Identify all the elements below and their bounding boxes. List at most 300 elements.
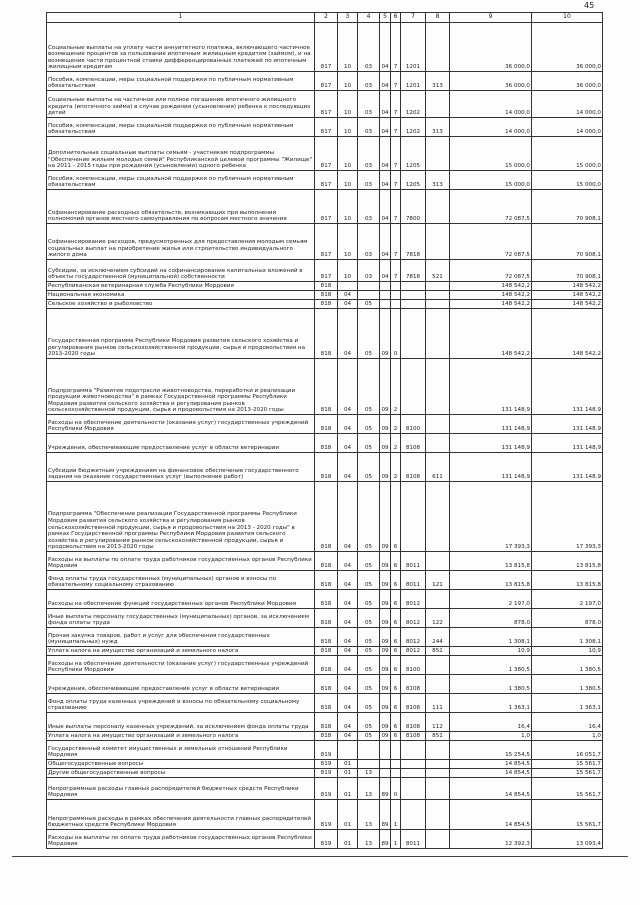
code-admin: 818 xyxy=(315,482,338,552)
row-name: Фонд оплаты труда казенных учреждений и взносы по обязательному социальному страхованию xyxy=(47,694,315,713)
code-subsection: 03 xyxy=(358,72,380,91)
budget-table xyxy=(46,12,603,849)
code-section: 04 xyxy=(338,590,358,609)
column-header: 7 xyxy=(401,13,426,23)
code-expense-type: 851 xyxy=(426,732,450,741)
code-subsection: 05 xyxy=(358,694,380,713)
code-direction: 8108 xyxy=(401,694,426,713)
amount-2016: 10,9 xyxy=(532,647,603,656)
code-section: 01 xyxy=(338,769,358,778)
amount-2016: 15 000,0 xyxy=(532,137,603,171)
code-subprogram: 0 xyxy=(391,778,401,800)
row-name: Расходы на обеспечение деятельности (оказание услуг) государственных учреждений Республики Мордовия xyxy=(47,656,315,675)
table-row xyxy=(47,590,603,609)
amount-2016: 70 908,1 xyxy=(532,224,603,260)
code-program: 09 xyxy=(380,628,391,647)
amount-2015: 148 542,2 xyxy=(450,309,532,359)
code-program: 09 xyxy=(380,434,391,453)
row-name: Субсидии, за исключением субсидий на софинансирование капитальных вложений в объекты государственной (муниципальной) собственности xyxy=(47,260,315,282)
code-subprogram: 6 xyxy=(391,694,401,713)
amount-2016: 148 542,2 xyxy=(532,300,603,309)
code-direction xyxy=(401,778,426,800)
code-program: 09 xyxy=(380,590,391,609)
code-subprogram: 7 xyxy=(391,190,401,224)
code-expense-type xyxy=(426,415,450,434)
code-direction xyxy=(401,769,426,778)
table-row xyxy=(47,434,603,453)
code-direction: 8108 xyxy=(401,453,426,482)
code-section: 04 xyxy=(338,713,358,732)
code-admin: 818 xyxy=(315,694,338,713)
code-subsection: 05 xyxy=(358,675,380,694)
code-admin: 819 xyxy=(315,830,338,849)
code-program: 09 xyxy=(380,713,391,732)
code-subprogram: 7 xyxy=(391,171,401,190)
code-subsection: 03 xyxy=(358,91,380,118)
table-row xyxy=(47,309,603,359)
row-name: Пособия, компенсации, меры социальной поддержки по публичным нормативным обязательствам xyxy=(47,72,315,91)
amount-2015: 14 000,0 xyxy=(450,118,532,137)
code-subsection: 05 xyxy=(358,434,380,453)
amount-2015: 878,0 xyxy=(450,609,532,628)
table-row xyxy=(47,260,603,282)
row-name: Иные выплаты персоналу государственных (муниципальных) органов, за исключением фонда оплаты труда xyxy=(47,609,315,628)
code-expense-type xyxy=(426,359,450,415)
code-subsection: 05 xyxy=(358,309,380,359)
code-subsection: 03 xyxy=(358,23,380,72)
row-name: Дополнительные социальные выплаты семьям - участникам подпрограммы "Обеспечение жильем молодых семей" Республиканской целевой программы "Жилище" на 2011 - 2015 годы при рождении (усыновлении) одного ребенка xyxy=(47,137,315,171)
code-direction: 8108 xyxy=(401,675,426,694)
code-section xyxy=(338,741,358,760)
row-name: Государственная программа Республики Мордовия развития сельского хозяйства и регулирования рынков сельскохозяйственной продукции, сырья и продовольствия на 2013-2020 годы xyxy=(47,309,315,359)
amount-2015: 14 854,5 xyxy=(450,800,532,830)
code-admin: 818 xyxy=(315,571,338,590)
amount-2015: 15 000,0 xyxy=(450,137,532,171)
code-admin: 818 xyxy=(315,628,338,647)
code-subprogram: 1 xyxy=(391,800,401,830)
amount-2015: 2 197,0 xyxy=(450,590,532,609)
code-admin: 819 xyxy=(315,778,338,800)
code-program: 04 xyxy=(380,23,391,72)
code-section: 04 xyxy=(338,291,358,300)
table-row xyxy=(47,800,603,830)
code-subprogram xyxy=(391,282,401,291)
amount-2015: 12 392,3 xyxy=(450,830,532,849)
code-section: 04 xyxy=(338,359,358,415)
amount-2016: 70 908,1 xyxy=(532,260,603,282)
code-expense-type xyxy=(426,291,450,300)
amount-2015: 15 254,5 xyxy=(450,741,532,760)
code-section: 04 xyxy=(338,694,358,713)
code-section: 04 xyxy=(338,571,358,590)
page-number: 45 xyxy=(584,1,595,10)
code-admin: 819 xyxy=(315,741,338,760)
table-row xyxy=(47,760,603,769)
code-subsection: 05 xyxy=(358,415,380,434)
row-name: Непрограммные расходы в рамках обеспечения деятельности главных распорядителей бюджетных средств Республики Мордовия xyxy=(47,800,315,830)
code-admin: 817 xyxy=(315,190,338,224)
amount-2015: 36 000,0 xyxy=(450,23,532,72)
row-name: Республиканская ветеринарная служба Республики Мордовия xyxy=(47,282,315,291)
code-section: 10 xyxy=(338,224,358,260)
code-expense-type xyxy=(426,23,450,72)
code-section: 10 xyxy=(338,190,358,224)
code-admin: 818 xyxy=(315,732,338,741)
code-subprogram: 2 xyxy=(391,415,401,434)
code-subprogram: 1 xyxy=(391,830,401,849)
code-admin: 818 xyxy=(315,647,338,656)
code-program xyxy=(380,291,391,300)
code-subprogram xyxy=(391,760,401,769)
amount-2015: 72 087,5 xyxy=(450,224,532,260)
code-program: 09 xyxy=(380,675,391,694)
code-expense-type xyxy=(426,300,450,309)
row-name: Пособия, компенсации, меры социальной поддержки по публичным нормативным обязательствам xyxy=(47,118,315,137)
table-row xyxy=(47,732,603,741)
code-direction: 8100 xyxy=(401,656,426,675)
code-program xyxy=(380,282,391,291)
code-expense-type xyxy=(426,190,450,224)
code-expense-type xyxy=(426,552,450,571)
code-subsection xyxy=(358,760,380,769)
amount-2015: 131 148,9 xyxy=(450,434,532,453)
code-program: 04 xyxy=(380,171,391,190)
code-direction: 8011 xyxy=(401,830,426,849)
code-program xyxy=(380,760,391,769)
code-admin: 817 xyxy=(315,23,338,72)
code-subprogram xyxy=(391,300,401,309)
row-name: Прочая закупка товаров, работ и услуг для обеспечения государственных (муниципальных) нужд xyxy=(47,628,315,647)
code-expense-type: 313 xyxy=(426,118,450,137)
amount-2016: 148 542,2 xyxy=(532,282,603,291)
code-section: 04 xyxy=(338,300,358,309)
table-row xyxy=(47,656,603,675)
code-direction xyxy=(401,760,426,769)
code-expense-type: 112 xyxy=(426,713,450,732)
row-name: Учреждения, обеспечивающие предоставление услуг в области ветеринарии xyxy=(47,675,315,694)
table-row xyxy=(47,647,603,656)
table-row xyxy=(47,23,603,72)
code-expense-type xyxy=(426,224,450,260)
code-section: 04 xyxy=(338,415,358,434)
row-name: Уплата налога на имущество организаций и земельного налога xyxy=(47,732,315,741)
table-row xyxy=(47,171,603,190)
code-subprogram: 6 xyxy=(391,675,401,694)
code-subprogram xyxy=(391,741,401,760)
code-section: 04 xyxy=(338,732,358,741)
code-subprogram: 7 xyxy=(391,72,401,91)
row-name: Субсидии бюджетным учреждениям на финансовое обеспечение государственного задания на оказание государственных услуг (выполнение работ) xyxy=(47,453,315,482)
code-program: 09 xyxy=(381,733,389,740)
code-direction: 1205 xyxy=(401,171,426,190)
code-subsection: 05 xyxy=(358,590,380,609)
code-subprogram: 6 xyxy=(391,552,401,571)
code-section: 04 xyxy=(338,675,358,694)
code-section: 04 xyxy=(338,656,358,675)
amount-2016: 16,4 xyxy=(532,713,603,732)
code-program: 04 xyxy=(380,137,391,171)
code-direction: 7818 xyxy=(401,224,426,260)
amount-2016: 131 148,9 xyxy=(532,434,603,453)
amount-2016: 2 197,0 xyxy=(532,590,603,609)
code-expense-type: 313 xyxy=(426,171,450,190)
column-header: 4 xyxy=(358,13,380,23)
amount-2016: 15 561,7 xyxy=(532,769,603,778)
code-expense-type: 121 xyxy=(426,571,450,590)
code-subsection: 13 xyxy=(358,830,380,849)
code-admin: 819 xyxy=(315,800,338,830)
amount-2016: 131 148,9 xyxy=(532,453,603,482)
table-row xyxy=(47,291,603,300)
code-direction xyxy=(401,309,426,359)
table-row xyxy=(47,741,603,760)
code-subsection: 05 xyxy=(358,628,380,647)
code-program: 09 xyxy=(381,648,389,655)
column-header: 3 xyxy=(338,13,358,23)
code-section: 10 xyxy=(338,260,358,282)
table-row xyxy=(47,694,603,713)
code-admin: 818 xyxy=(315,713,338,732)
code-subprogram: 6 xyxy=(391,482,401,552)
code-admin: 819 xyxy=(315,769,338,778)
code-section: 04 xyxy=(338,482,358,552)
code-section: 01 xyxy=(338,830,358,849)
amount-2016: 1 363,1 xyxy=(532,694,603,713)
code-section: 04 xyxy=(338,453,358,482)
code-direction: 1201 xyxy=(401,23,426,72)
code-section: 10 xyxy=(338,91,358,118)
amount-2016: 13 815,8 xyxy=(532,552,603,571)
column-header: 1 xyxy=(47,13,315,23)
table-row xyxy=(47,282,603,291)
code-admin: 819 xyxy=(315,760,338,769)
code-expense-type: 244 xyxy=(426,628,450,647)
amount-2015: 10,9 xyxy=(450,647,532,656)
table-body xyxy=(47,23,603,849)
row-name: Софинансирование расходных обязательств, возникающих при выполнении полномочий органов местного самоуправления по вопросам местного значения xyxy=(47,190,315,224)
code-section: 04 xyxy=(338,309,358,359)
amount-2016: 17 393,3 xyxy=(532,482,603,552)
code-section: 04 xyxy=(338,647,358,656)
code-subprogram: 2 xyxy=(391,359,401,415)
code-subprogram: 7 xyxy=(391,260,401,282)
code-program xyxy=(380,300,391,309)
code-subprogram: 6 xyxy=(391,628,401,647)
amount-2015: 15 000,0 xyxy=(450,171,532,190)
code-subsection: 13 xyxy=(358,769,380,778)
amount-2015: 13 815,8 xyxy=(450,571,532,590)
amount-2015: 148 542,2 xyxy=(450,282,532,291)
code-direction: 8012 xyxy=(401,609,426,628)
code-admin: 818 xyxy=(315,552,338,571)
row-name: Сельское хозяйство и рыболовство xyxy=(47,300,315,309)
code-subsection xyxy=(358,282,380,291)
code-section: 04 xyxy=(338,552,358,571)
code-admin: 818 xyxy=(315,309,338,359)
code-subsection xyxy=(358,291,380,300)
code-section: 04 xyxy=(338,628,358,647)
code-admin: 817 xyxy=(315,224,338,260)
code-subsection: 05 xyxy=(358,713,380,732)
code-direction: 1205 xyxy=(401,137,426,171)
code-subsection: 05 xyxy=(358,647,380,656)
column-header: 5 xyxy=(380,13,391,23)
table-row xyxy=(47,415,603,434)
code-admin: 818 xyxy=(315,282,338,291)
row-name: Государственный комитет имущественных и земельных отношений Республики Мордовия xyxy=(47,741,315,760)
code-section: 04 xyxy=(338,609,358,628)
code-section: 10 xyxy=(338,118,358,137)
amount-2015: 14 854,5 xyxy=(450,769,532,778)
amount-2016: 15 561,7 xyxy=(532,778,603,800)
code-direction: 8108 xyxy=(401,434,426,453)
code-program: 09 xyxy=(380,656,391,675)
code-program: 04 xyxy=(380,260,391,282)
code-direction: 8012 xyxy=(401,628,426,647)
code-direction xyxy=(401,800,426,830)
table-row xyxy=(47,571,603,590)
code-program: 04 xyxy=(380,224,391,260)
code-direction: 1202 xyxy=(401,91,426,118)
code-subsection: 05 xyxy=(358,552,380,571)
code-program: 04 xyxy=(380,91,391,118)
table-row xyxy=(47,552,603,571)
table-row xyxy=(47,830,603,849)
code-subprogram xyxy=(391,291,401,300)
code-direction: 8108 xyxy=(401,732,426,741)
code-expense-type xyxy=(426,434,450,453)
code-expense-type xyxy=(426,656,450,675)
code-subsection: 05 xyxy=(358,453,380,482)
code-subsection: 03 xyxy=(358,260,380,282)
table-row xyxy=(47,769,603,778)
amount-2016: 15 561,7 xyxy=(532,800,603,830)
code-section xyxy=(338,282,358,291)
code-admin: 818 xyxy=(315,656,338,675)
amount-2016: 878,0 xyxy=(532,609,603,628)
amount-2015: 72 087,5 xyxy=(450,190,532,224)
amount-2016: 148 542,2 xyxy=(532,309,603,359)
code-admin: 818 xyxy=(315,300,338,309)
amount-2016: 13 093,4 xyxy=(532,830,603,849)
code-expense-type: 313 xyxy=(426,72,450,91)
amount-2016: 1,0 xyxy=(532,732,603,741)
row-name: Фонд оплаты труда государственных (муниципальных) органов и взносы по обязательному социальному страхованию xyxy=(47,571,315,590)
code-subprogram: 6 xyxy=(391,571,401,590)
column-header: 6 xyxy=(391,13,401,23)
code-subsection: 03 xyxy=(358,118,380,137)
row-name: Общегосударственные вопросы xyxy=(47,760,315,769)
table-row xyxy=(47,190,603,224)
code-direction: 7818 xyxy=(401,260,426,282)
code-direction xyxy=(401,359,426,415)
code-subprogram: 6 xyxy=(391,656,401,675)
code-program: 09 xyxy=(380,694,391,713)
code-subprogram: 6 xyxy=(391,590,401,609)
row-name: Национальная экономика xyxy=(47,291,315,300)
code-direction: 8108 xyxy=(401,713,426,732)
code-subprogram: 2 xyxy=(391,434,401,453)
code-admin: 818 xyxy=(315,291,338,300)
code-expense-type xyxy=(426,282,450,291)
row-name: Пособия, компенсации, меры социальной поддержки по публичным нормативным обязательствам xyxy=(47,171,315,190)
code-admin: 817 xyxy=(315,72,338,91)
row-name: Расходы на обеспечение функций государственных органов Республики Мордовия xyxy=(47,590,315,609)
code-expense-type xyxy=(426,482,450,552)
table-row xyxy=(47,359,603,415)
amount-2015: 148 542,2 xyxy=(450,291,532,300)
code-admin: 817 xyxy=(315,91,338,118)
code-admin: 818 xyxy=(315,590,338,609)
row-name: Расходы на обеспечение деятельности (оказание услуг) государственных учреждений Республики Мордовия xyxy=(47,415,315,434)
code-section: 04 xyxy=(338,434,358,453)
code-subsection: 05 xyxy=(358,571,380,590)
code-expense-type xyxy=(426,137,450,171)
amount-2016: 1 380,5 xyxy=(532,656,603,675)
amount-2015: 1 308,1 xyxy=(450,628,532,647)
row-name: Уплата налога на имущество организаций и земельного налога xyxy=(47,647,315,656)
amount-2016: 15 561,7 xyxy=(532,760,603,769)
code-direction xyxy=(401,282,426,291)
code-section: 10 xyxy=(338,137,358,171)
code-subsection: 05 xyxy=(358,482,380,552)
code-subsection: 05 xyxy=(358,732,380,741)
code-section: 01 xyxy=(338,760,358,769)
table-row xyxy=(47,482,603,552)
code-subprogram: 7 xyxy=(391,118,401,137)
code-direction: 8012 xyxy=(401,647,426,656)
code-admin: 818 xyxy=(315,675,338,694)
code-section: 01 xyxy=(338,800,358,830)
code-expense-type xyxy=(426,760,450,769)
code-program: 89 xyxy=(380,778,391,800)
amount-2016: 148 542,2 xyxy=(532,291,603,300)
table-row xyxy=(47,609,603,628)
amount-2015: 131 148,9 xyxy=(450,415,532,434)
amount-2016: 1 380,5 xyxy=(532,675,603,694)
code-admin: 817 xyxy=(315,137,338,171)
row-name: Непрограммные расходы главных распорядителей бюджетных средств Республики Мордовия xyxy=(47,778,315,800)
code-expense-type xyxy=(426,769,450,778)
code-program: 89 xyxy=(380,800,391,830)
row-name: Расходы на выплаты по оплате труда работников государственных органов Республики Мордовия xyxy=(47,830,315,849)
code-admin: 818 xyxy=(315,359,338,415)
amount-2015: 16,4 xyxy=(450,713,532,732)
code-expense-type: 111 xyxy=(426,694,450,713)
code-subsection: 05 xyxy=(358,300,380,309)
amount-2015: 14 000,0 xyxy=(450,91,532,118)
code-subprogram: 7 xyxy=(391,23,401,72)
code-program: 09 xyxy=(380,415,391,434)
table-row xyxy=(47,628,603,647)
table-row xyxy=(47,713,603,732)
code-program xyxy=(380,769,391,778)
code-direction: 8011 xyxy=(401,552,426,571)
amount-2015: 1 380,5 xyxy=(450,656,532,675)
code-subsection: 03 xyxy=(358,137,380,171)
code-subprogram: 6 xyxy=(391,647,401,656)
table-row xyxy=(47,224,603,260)
code-subsection xyxy=(358,741,380,760)
code-program: 09 xyxy=(380,609,391,628)
code-subprogram xyxy=(391,769,401,778)
code-section: 10 xyxy=(338,72,358,91)
code-direction xyxy=(401,482,426,552)
amount-2015: 131 148,9 xyxy=(450,359,532,415)
row-name: Расходы на выплаты по оплате труда работников государственных органов Республики Мордовия xyxy=(47,552,315,571)
amount-2016: 131 148,9 xyxy=(532,359,603,415)
amount-2015: 131 148,9 xyxy=(450,453,532,482)
